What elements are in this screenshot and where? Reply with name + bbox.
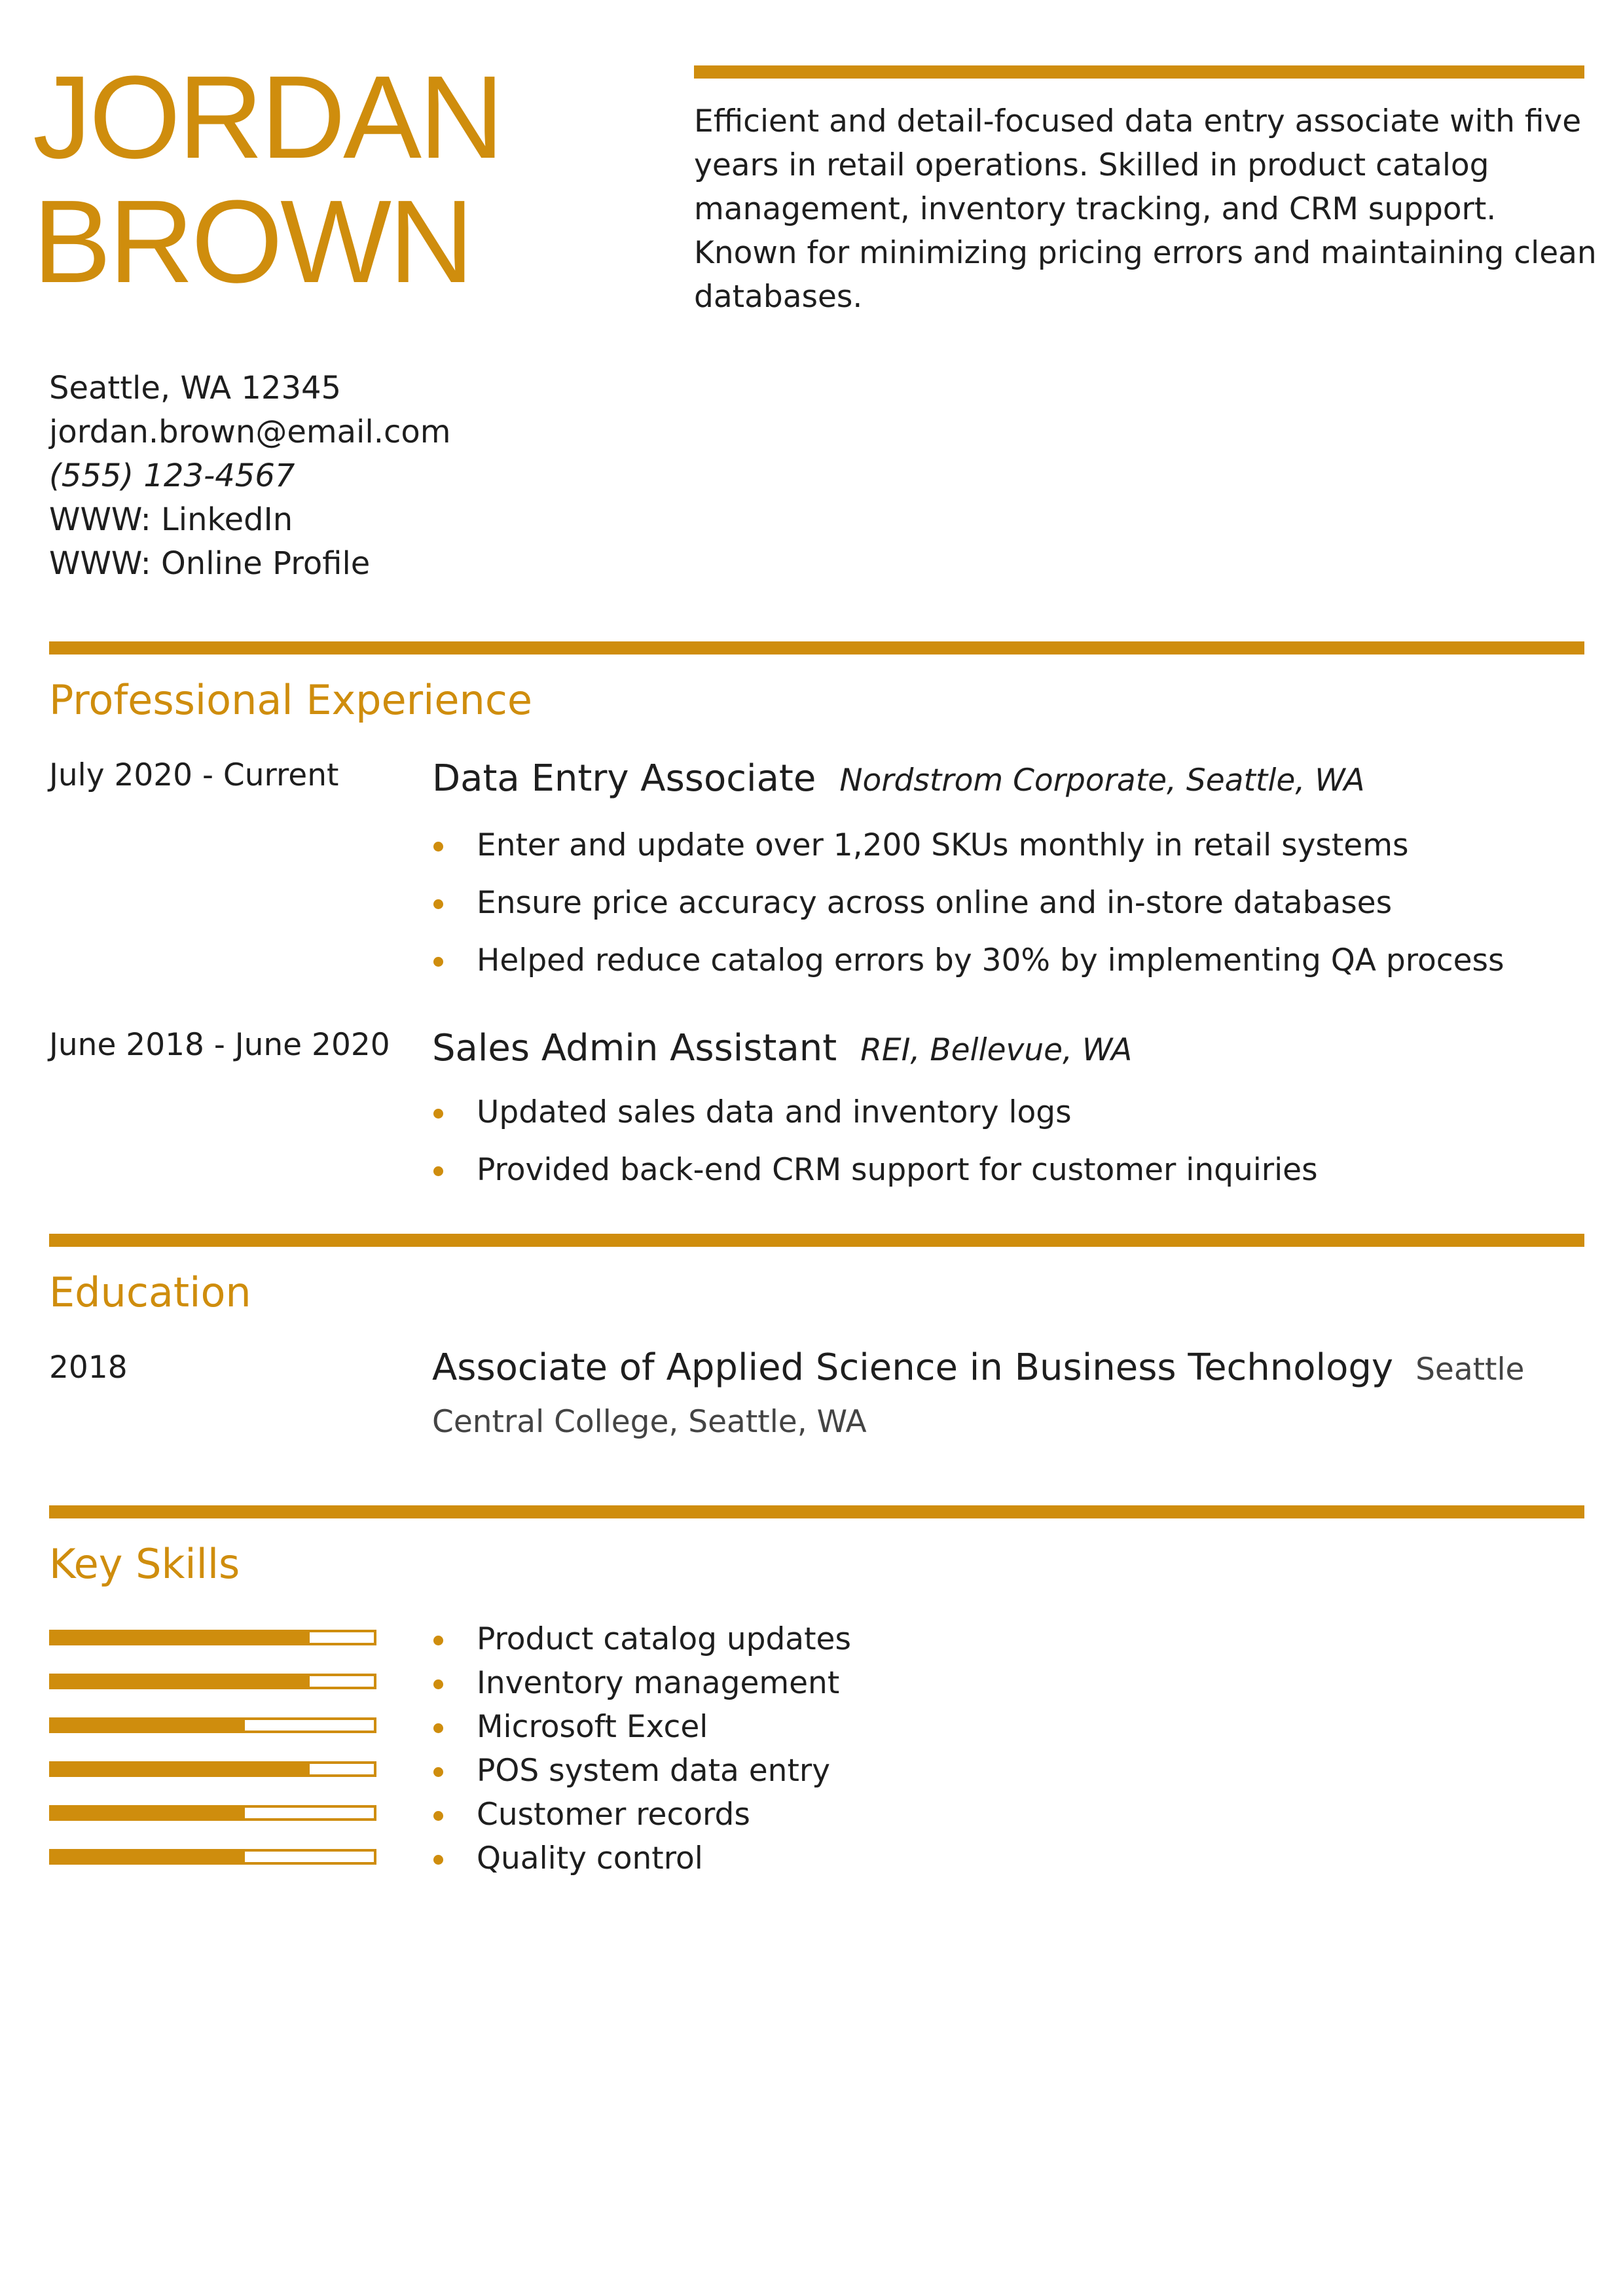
skill-level-bar <box>49 1805 376 1821</box>
job-dates: June 2018 - June 2020 <box>49 1027 390 1063</box>
education-entry <box>432 1342 1571 1448</box>
education-degree: Associate of Applied Science in Business Technology <box>432 1346 1394 1389</box>
skill-level-bar <box>49 1761 376 1777</box>
job-title: Sales Admin Assistant <box>432 1027 837 1069</box>
education-year: 2018 <box>49 1350 128 1386</box>
job-bullet: Enter and update over 1,200 SKUs monthly in retail systems <box>432 826 1504 884</box>
skill-level-bar <box>49 1630 376 1645</box>
job-dates: July 2020 - Current <box>49 757 339 793</box>
job-bullet: Helped reduce catalog errors by 30% by implementing QA process <box>432 941 1504 999</box>
experience-rule <box>49 641 1584 655</box>
job-heading <box>432 756 1364 804</box>
experience-section-title: Professional Experience <box>49 676 533 724</box>
skill-item: Quality control <box>432 1839 851 1883</box>
contact-address: Seattle, WA 12345 <box>49 370 342 406</box>
skill-level-fill <box>52 1852 245 1862</box>
skill-level-fill <box>52 1764 310 1774</box>
job-title: Data Entry Associate <box>432 757 816 800</box>
job-company: REI, Bellevue, WA <box>860 1032 1133 1068</box>
last-name: BROWN <box>33 176 471 308</box>
contact-email[interactable]: jordan.brown@email.com <box>49 414 451 450</box>
skill-item: Customer records <box>432 1795 851 1839</box>
skill-level-fill <box>52 1632 310 1643</box>
first-name: JORDAN <box>33 52 502 183</box>
contact-block <box>49 367 451 586</box>
job-bullet: Provided back-end CRM support for customer inquiries <box>432 1151 1318 1208</box>
skill-item: Microsoft Excel <box>432 1708 851 1751</box>
job-company: Nordstrom Corporate, Seattle, WA <box>839 762 1365 798</box>
candidate-name <box>33 52 622 308</box>
professional-summary: Efficient and detail-focused data entry associate with five years in retail operations. Skilled in product catalog management, inventory tracking, and CRM support. Known for minimizing pricing errors and maintaining clean databases. <box>694 103 1597 315</box>
job-bullet: Ensure price accuracy across online and in-store databases <box>432 884 1504 941</box>
contact-phone[interactable]: (555) 123-4567 <box>49 457 295 494</box>
contact-profile-link[interactable]: WWW: Online Profile <box>49 545 371 582</box>
skill-item: Product catalog updates <box>432 1620 851 1664</box>
education-school: Seattle Central College, Seattle, WA <box>432 1352 1525 1440</box>
skills-list <box>432 1620 851 1883</box>
skills-rule <box>49 1505 1584 1518</box>
skills-section-title: Key Skills <box>49 1540 240 1588</box>
skill-level-bar <box>49 1849 376 1865</box>
contact-linkedin-link[interactable]: WWW: LinkedIn <box>49 501 293 538</box>
education-section-title: Education <box>49 1268 251 1316</box>
job-heading <box>432 1026 1132 1073</box>
education-rule <box>49 1234 1584 1247</box>
job-bullet-list <box>432 1093 1318 1208</box>
skill-level-bar <box>49 1674 376 1689</box>
skill-level-bar <box>49 1717 376 1733</box>
skill-item: POS system data entry <box>432 1751 851 1795</box>
job-bullet: Updated sales data and inventory logs <box>432 1093 1318 1151</box>
job-bullet-list <box>432 826 1504 999</box>
skill-level-fill <box>52 1808 245 1818</box>
skill-level-fill <box>52 1676 310 1687</box>
summary-rule <box>694 65 1584 79</box>
skill-level-fill <box>52 1720 245 1731</box>
skill-item: Inventory management <box>432 1664 851 1708</box>
